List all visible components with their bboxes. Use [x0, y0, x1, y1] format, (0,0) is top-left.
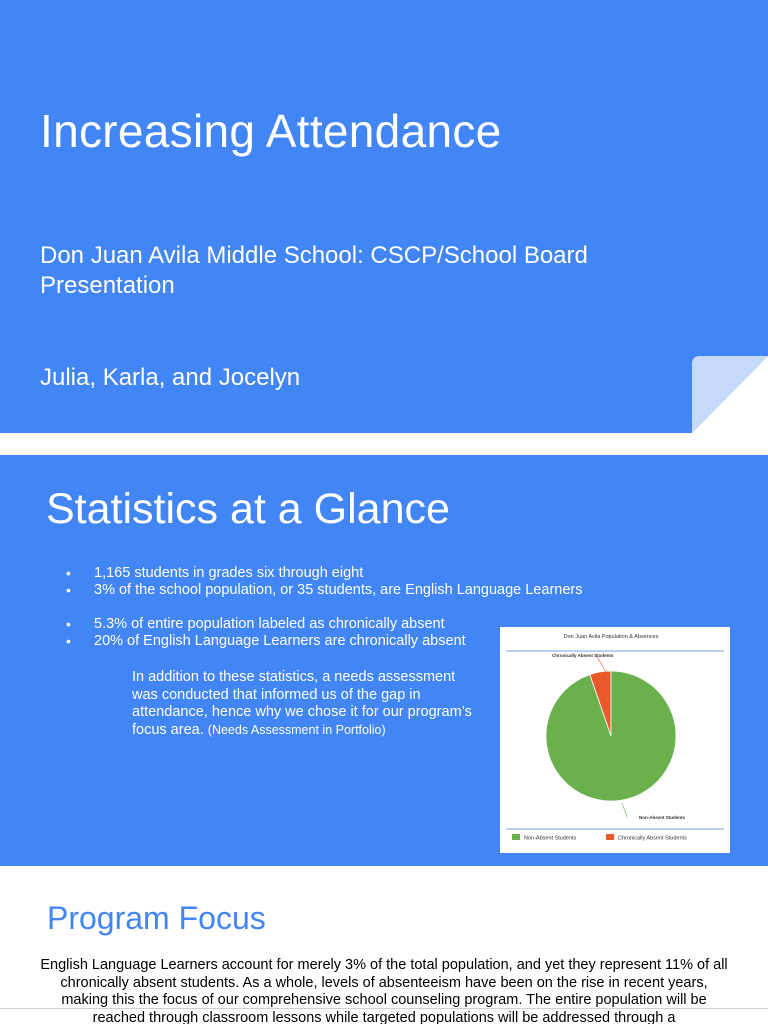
page-fold-decoration: [692, 356, 768, 433]
slice-label-non-absent: Non-Absent Students: [639, 815, 685, 820]
legend-label-non-absent: Non-Absent Students: [524, 835, 577, 842]
statistics-bullet: • 20% of English Language Learners are chronically absent: [66, 633, 626, 650]
statistics-bullet: • 1,165 students in grades six through eight: [66, 565, 626, 582]
chart-title: Don Juan Avila Population & Absences: [563, 634, 659, 640]
needs-assessment-text: In addition to these statistics, a needs assessment was conducted that informed us of the gap in attendance, hence why we chose it for our program’s focus area.: [132, 669, 472, 738]
legend-label-chronically-absent: Chronically Absent Students: [618, 835, 687, 842]
population-absences-chart: [500, 627, 730, 853]
program-focus-slide: [0, 866, 768, 1024]
needs-assessment-paragraph: [132, 669, 472, 739]
program-focus-heading: Program Focus: [47, 900, 266, 936]
slide-divider: [0, 1008, 768, 1009]
legend-swatch-non-absent: [512, 834, 520, 840]
presentation-authors: Julia, Karla, and Jocelyn: [40, 364, 301, 391]
statistics-bullet: • 3% of the school population, or 35 students, are English Language Learners: [66, 582, 626, 599]
needs-assessment-note: (Needs Assessment in Portfolio): [207, 722, 386, 737]
slice-leader-line: [622, 803, 627, 817]
slice-label-chronically-absent: Chronically Absent Students: [552, 653, 614, 658]
legend-swatch-chronically-absent: [606, 834, 614, 840]
presentation-title: Increasing Attendance: [40, 105, 502, 157]
statistics-heading: Statistics at a Glance: [46, 485, 450, 533]
statistics-bullet: • 5.3% of entire population labeled as chronically absent: [66, 616, 626, 633]
presentation-subtitle: Don Juan Avila Middle School: CSCP/School Board Presentation: [40, 242, 588, 299]
program-focus-body: English Language Learners account for merely 3% of the total population, and yet they represent 11% of all chronically absent students. As a whole, levels of absenteeism have been on the rise in recent years, making this the focus of our comprehensive school counseling program. The entire population will be reached through classroom lessons while targeted populations will be addressed through a: [40, 957, 728, 1024]
title-slide: [0, 0, 768, 433]
statistics-slide: [0, 455, 768, 866]
pie-slice-non-absent: [546, 671, 676, 801]
pie-chart-svg: [500, 627, 730, 853]
